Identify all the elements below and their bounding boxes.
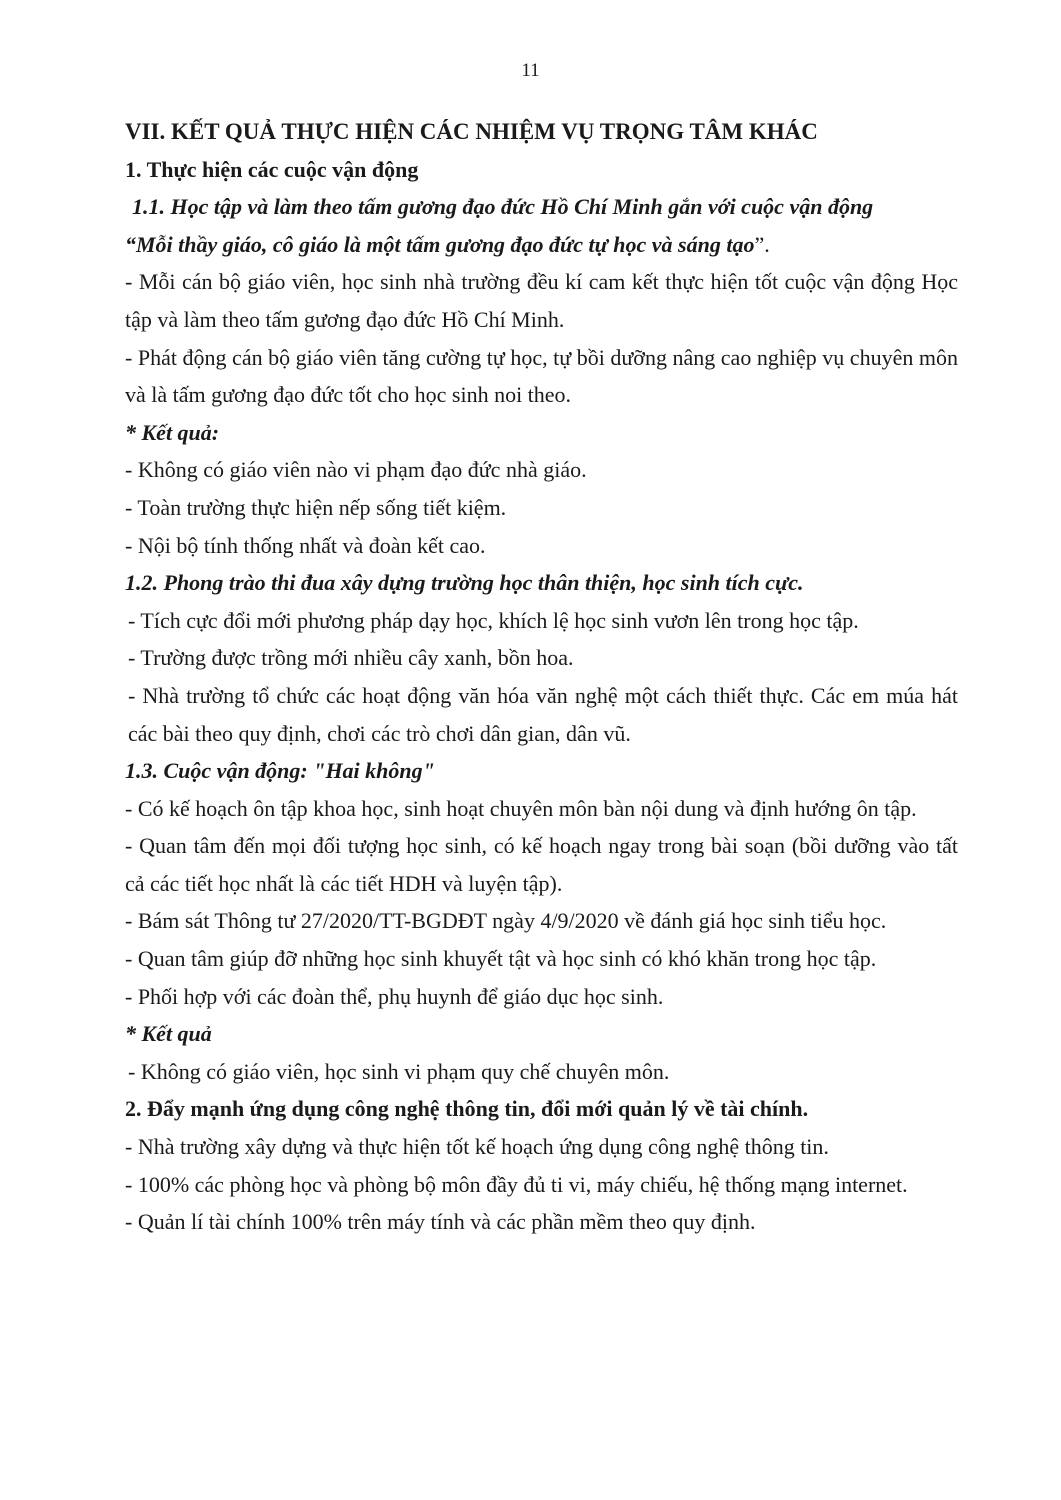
heading-2: 2. Đẩy mạnh ứng dụng công nghệ thông tin, đổi mới quản lý về tài chính.: [125, 1096, 809, 1122]
list-item: - Mỗi cán bộ giáo viên, học sinh nhà trường đều kí cam kết thực hiện tốt cuộc vận động Học tập và làm theo tấm gương đạo đức Hồ Chí Minh.: [125, 269, 958, 332]
list-item: - Trường được trồng mới nhiều cây xanh, bồn hoa.: [128, 645, 574, 671]
list-item: - Nhà trường xây dựng và thực hiện tốt kế hoạch ứng dụng công nghệ thông tin.: [125, 1134, 829, 1160]
list-item: - Toàn trường thực hiện nếp sống tiết kiệm.: [125, 494, 507, 520]
list-item: - Phối hợp với các đoàn thể, phụ huynh để giáo dục học sinh.: [125, 983, 664, 1009]
list-item: - Không có giáo viên nào vi phạm đạo đức nhà giáo.: [125, 457, 587, 483]
result-label: * Kết quả: [125, 1021, 212, 1047]
list-item: - Tích cực đổi mới phương pháp dạy học, khích lệ học sinh vươn lên trong học tập.: [128, 607, 859, 633]
heading-1-1-line1: 1.1. Học tập và làm theo tấm gương đạo đức Hồ Chí Minh gắn với cuộc vận động: [132, 194, 874, 220]
list-item: - Bám sát Thông tư 27/2020/TT-BGDĐT ngày 4/9/2020 về đánh giá học sinh tiểu học.: [125, 908, 887, 934]
list-item: - Quan tâm đến mọi đối tượng học sinh, có kế hoạch ngay trong bài soạn (bồi dưỡng vào tất cả các tiết học nhất là các tiết HDH và luyện tập).: [125, 833, 958, 896]
list-item: - 100% các phòng học và phòng bộ môn đầy đủ ti vi, máy chiếu, hệ thống mạng internet.: [125, 1171, 908, 1197]
result-label: * Kết quả:: [125, 419, 220, 445]
page-body: [125, 113, 958, 1241]
heading-1-2: 1.2. Phong trào thi đua xây dựng trường học thân thiện, học sinh tích cực.: [125, 570, 804, 596]
list-item: - Quản lí tài chính 100% trên máy tính và các phần mềm theo quy định.: [125, 1209, 756, 1235]
list-item: - Nội bộ tính thống nhất và đoàn kết cao.: [125, 532, 486, 558]
list-item: - Có kế hoạch ôn tập khoa học, sinh hoạt chuyên môn bàn nội dung và định hướng ôn tập.: [125, 795, 917, 821]
heading-1: 1. Thực hiện các cuộc vận động: [125, 156, 419, 182]
list-item: - Quan tâm giúp đỡ những học sinh khuyết tật và học sinh có khó khăn trong học tập.: [125, 946, 877, 972]
heading-1-3: 1.3. Cuộc vận động: "Hai không": [125, 758, 435, 784]
heading-1-1-line2: “Mỗi thầy giáo, cô giáo là một tấm gương đạo đức tự học và sáng tạo: [125, 231, 755, 257]
section-title: VII. KẾT QUẢ THỰC HIỆN CÁC NHIỆM VỤ TRỌNG TÂM KHÁC: [125, 119, 818, 144]
list-item: - Nhà trường tổ chức các hoạt động văn hóa văn nghệ một cách thiết thực. Các em múa hát các bài theo quy định, chơi các trò chơi dân gian, dân vũ.: [128, 682, 958, 746]
heading-1-1-line2-tail: ”.: [754, 231, 770, 257]
page-number: 11: [521, 60, 540, 81]
heading-1-1: [125, 188, 958, 263]
list-item: - Phát động cán bộ giáo viên tăng cường tự học, tự bồi dưỡng nâng cao nghiệp vụ chuyên môn và là tấm gương đạo đức tốt cho học sinh noi theo.: [125, 344, 958, 408]
list-item: - Không có giáo viên, học sinh vi phạm quy chế chuyên môn.: [128, 1058, 670, 1084]
heading-1-1-line2-wrap: [125, 226, 958, 264]
